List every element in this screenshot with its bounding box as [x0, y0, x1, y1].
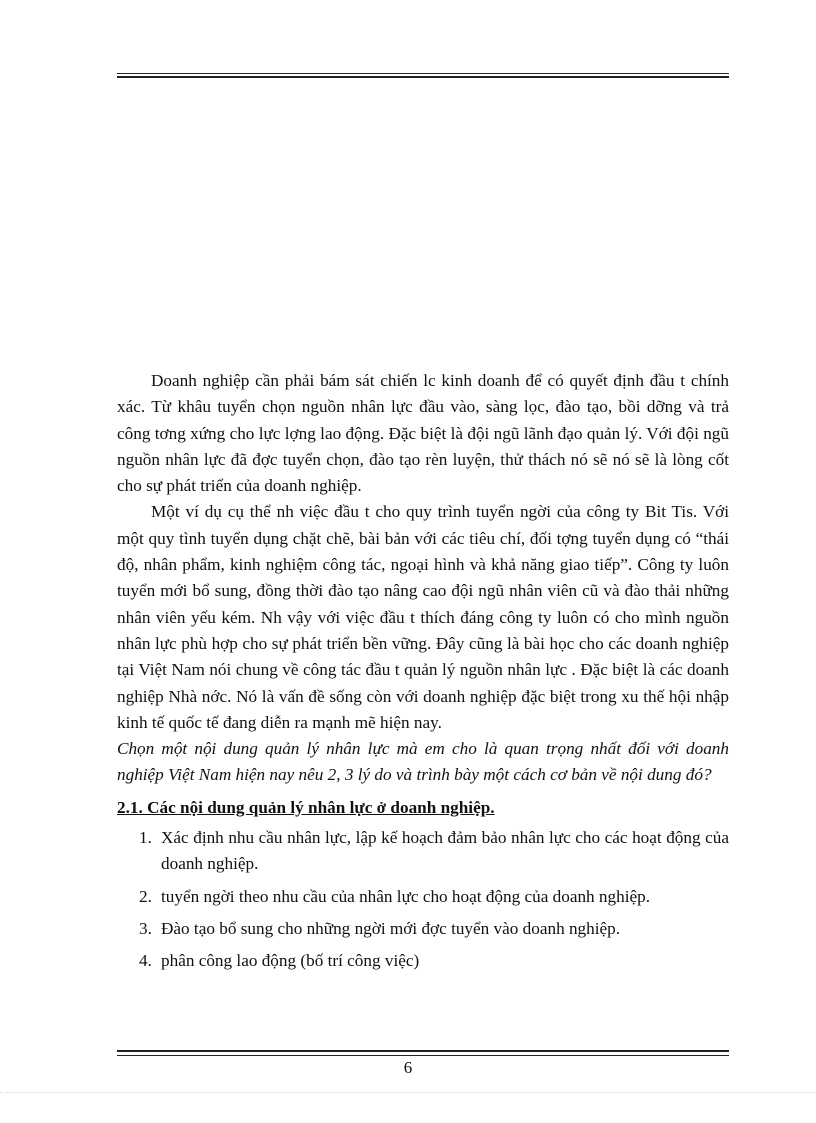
- list-item: 3. Đào tạo bổ sung cho những ngời mới đợc tuyển vào doanh nghiệp.: [139, 918, 621, 938]
- list-item: 2. tuyển ngời theo nhu cầu của nhân lực cho hoạt động của doanh nghiệp.: [139, 886, 651, 906]
- page-number: 6: [403, 1058, 413, 1077]
- header-rule: [117, 73, 729, 74]
- list-item: 4. phân công lao động (bố trí công việc): [139, 951, 420, 971]
- page-body: [117, 368, 729, 981]
- list-item: 1. Xác định nhu cầu nhân lực, lập kế hoạch đảm bảo nhân lực cho các hoạt động của doanh nghiệp.: [139, 828, 729, 874]
- section-heading: 2.1. Các nội dung quản lý nhân lực ở doanh nghiệp.: [117, 797, 495, 817]
- content-list: [117, 825, 729, 974]
- paragraph-2: Một ví dụ cụ thể nh việc đầu t cho quy trình tuyển ngời của công ty Bit Tis. Với một quy tình tuyển dụng chặt chẽ, bài bản với các tiêu chí, đối tợng tuyển dụng có “thái độ, nhân phẩm, kinh nghiệm công tác, ngoại hình và khả năng giao tiếp”. Công ty luôn tuyển mới bổ sung, đồng thời đào tạo nâng cao đội ngũ nhân viên cũ và đào thải những nhân viên yếu kém. Nh vậy với việc đầu t thích đáng công ty luôn có cho mình nguồn nhân lực phù hợp cho sự phát triển bền vững. Đây cũng là bài học cho các doanh nghiệp tại Việt Nam nói chung về công tác đầu t quản lý nguồn nhân lực . Đặc biệt là các doanh nghiệp Nhà nớc. Nó là vấn đề sống còn với doanh nghiệp đặc biệt trong xu thế hội nhập kinh tế quốc tế đang diễn ra mạnh mẽ hiện nay.: [117, 502, 729, 732]
- paragraph-1: Doanh nghiệp cần phải bám sát chiến lc kinh doanh để có quyết định đầu t chính xác. Từ khâu tuyển chọn nguồn nhân lực đầu vào, sàng lọc, đào tạo, bồi dỡng và trả công tơng xứng cho lực lợng lao động. Đặc biệt là đội ngũ lãnh đạo quản lý. Với đội ngũ nguồn nhân lực đã đợc tuyển chọn, đào tạo rèn luyện, thử thách nó sẽ nó sẽ là lòng cốt cho sự phát triển của doanh nghiệp.: [117, 371, 729, 496]
- footer-rule: [117, 1050, 729, 1052]
- page-break-line: [0, 1092, 816, 1093]
- question-text: Chọn một nội dung quản lý nhân lực mà em cho là quan trọng nhất đối với doanh nghiệp Việt Nam hiện nay nêu 2, 3 lý do và trình bày một cách cơ bản về nội dung đó?: [117, 739, 729, 785]
